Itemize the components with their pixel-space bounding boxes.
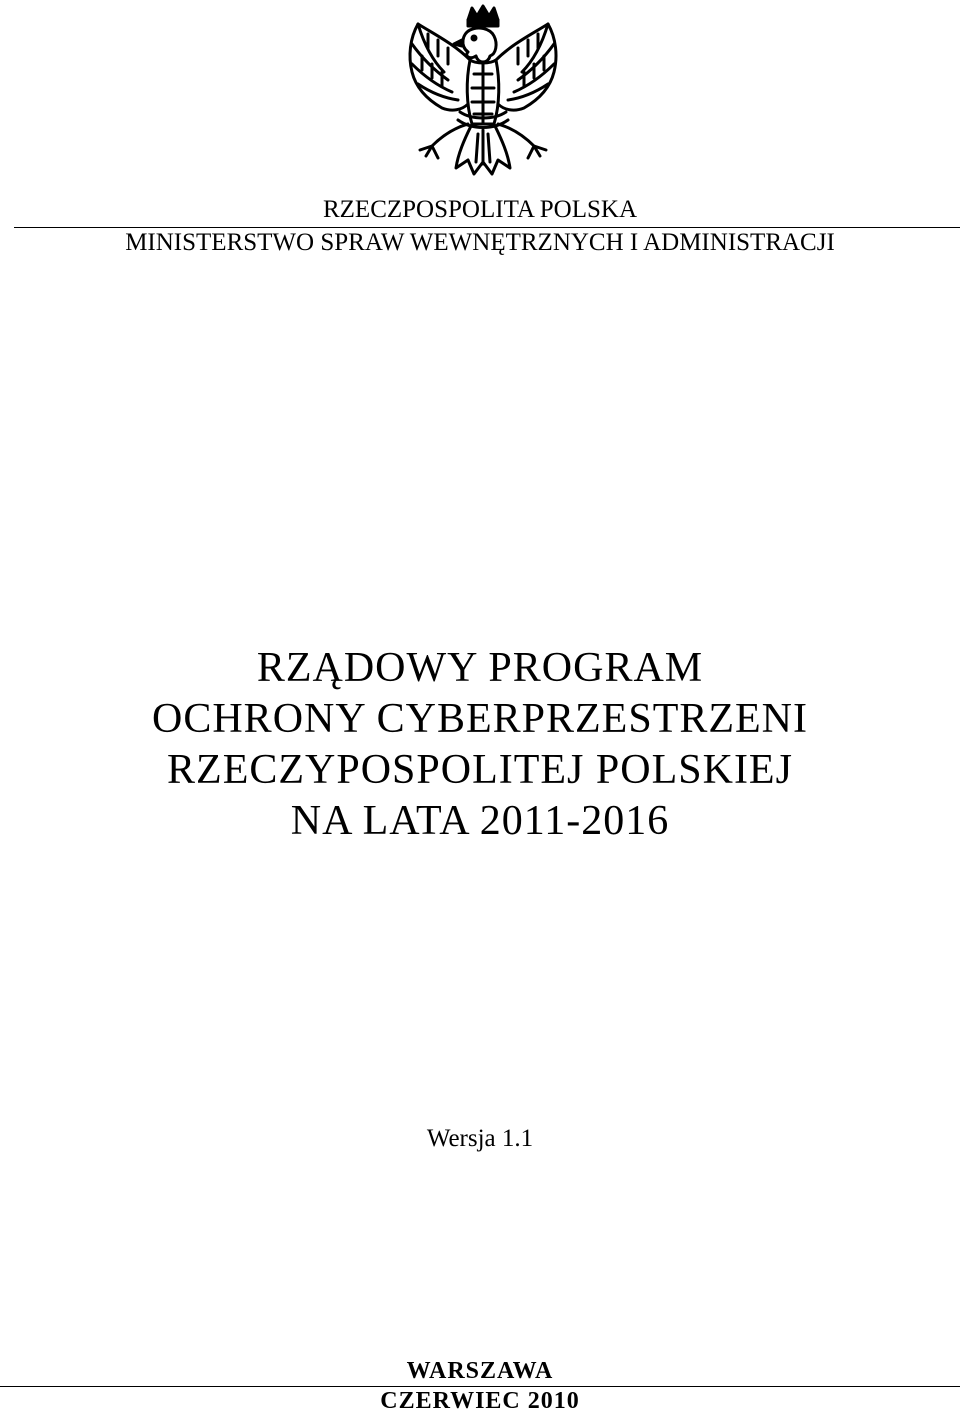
country-name: RZECZPOSPOLITA POLSKA [322,196,637,223]
date-label: CZERWIEC 2010 [380,1388,580,1414]
polish-eagle-emblem-icon [398,4,568,190]
ministry-name: MINISTERSTWO SPRAW WEWNĘTRZNYCH I ADMINISTRACJI [125,229,835,256]
title-line: OCHRONY CYBERPRZESTRZENI [152,696,808,742]
title-line: NA LATA 2011-2016 [290,798,670,844]
title-line: RZECZYPOSPOLITEJ POLSKIEJ [167,747,793,793]
footer-divider [0,1386,960,1387]
title-line: RZĄDOWY PROGRAM [256,645,704,691]
header-divider [14,227,960,228]
version-label: Wersja 1.1 [426,1125,534,1152]
document-title [0,643,960,847]
place-label: WARSZAWA [406,1358,554,1384]
